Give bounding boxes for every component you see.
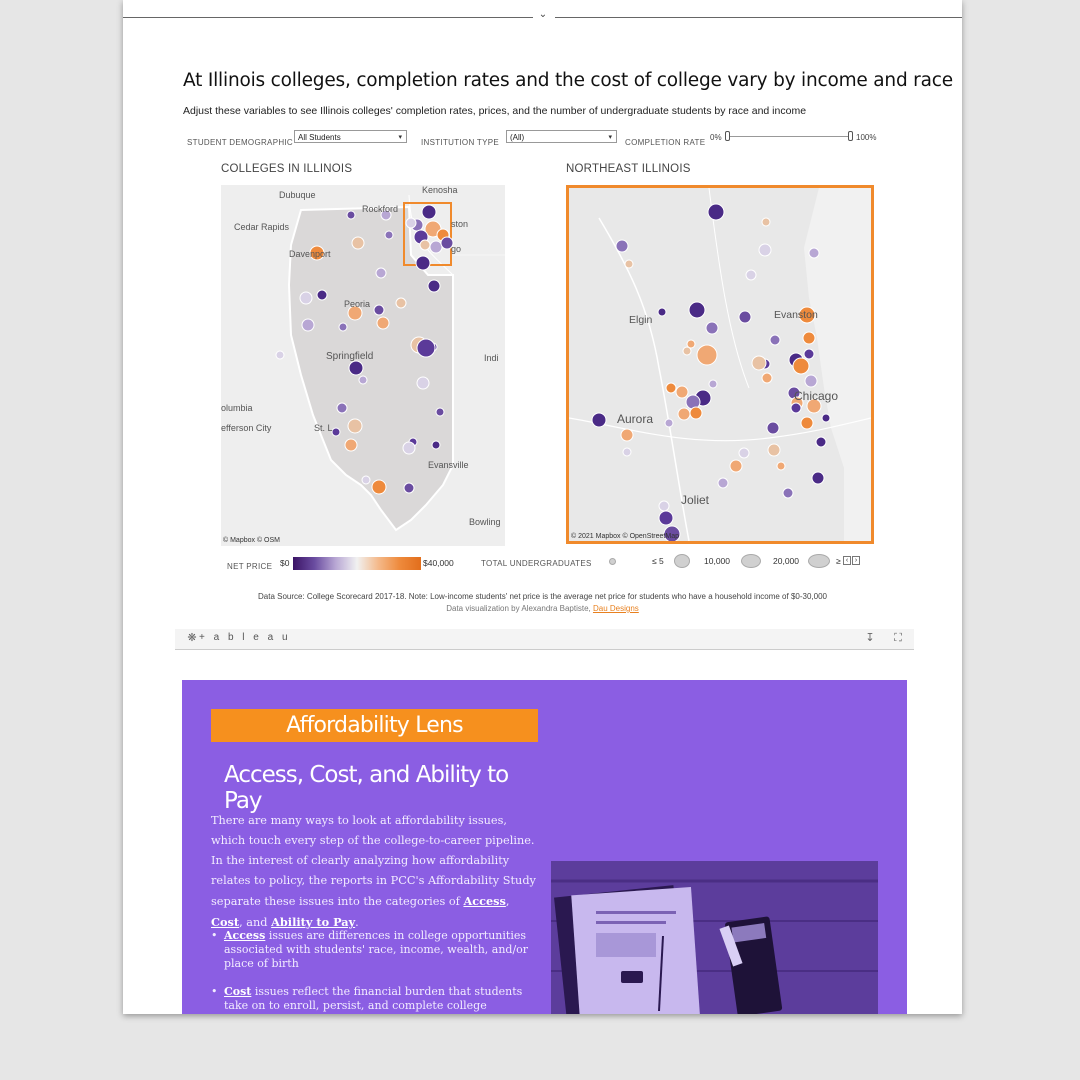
tableau-logo-icon: ❋ [187, 632, 197, 644]
college-marker[interactable] [396, 298, 406, 308]
map-place-label: Aurora [617, 412, 654, 426]
chevron-down-icon[interactable]: ⌄ [538, 9, 548, 20]
map-place-label: Kenosha [422, 185, 458, 195]
size-legend-circle [741, 554, 761, 568]
college-marker[interactable] [436, 408, 444, 416]
college-marker[interactable] [345, 439, 357, 451]
college-marker[interactable] [805, 375, 817, 387]
map-place-label: Rockford [362, 204, 399, 214]
college-marker[interactable] [812, 472, 824, 484]
desk-photo-svg [551, 861, 878, 1014]
college-marker[interactable] [416, 256, 430, 270]
college-marker[interactable] [809, 248, 819, 258]
net-price-min: $0 [280, 558, 290, 568]
college-marker[interactable] [762, 218, 770, 226]
size-legend-label: ≥ [836, 556, 841, 566]
college-marker[interactable] [359, 376, 367, 384]
section-heading: Access, Cost, and Ability to Pay [224, 762, 509, 814]
college-marker[interactable] [374, 305, 384, 315]
college-marker[interactable] [739, 448, 749, 458]
map-left-title: COLLEGES IN ILLINOIS [221, 163, 353, 175]
total-undergrad-label: TOTAL UNDERGRADUATES [481, 559, 592, 568]
college-marker[interactable] [730, 460, 742, 472]
college-marker[interactable] [822, 414, 830, 422]
dau-designs-link[interactable]: Dau Designs [592, 604, 639, 613]
college-marker[interactable] [697, 345, 717, 365]
map-place-label: Davenport [289, 249, 331, 259]
map-place-label: Indi [484, 353, 499, 363]
bullet-cost-text: issues reflect the financial burden that students take on to enroll, persist, and complete college [224, 985, 523, 1012]
map-place-label: St. L [314, 423, 333, 433]
college-marker[interactable] [377, 317, 389, 329]
download-icon[interactable]: ↧ [865, 632, 875, 644]
college-marker[interactable] [801, 417, 813, 429]
college-marker[interactable] [349, 361, 363, 375]
northeast-illinois-map[interactable] [566, 185, 874, 544]
college-marker[interactable] [752, 356, 766, 370]
source-note: Data Source: College Scorecard 2017-18. Note: Low-income students' net price is the average net price for students who have a household income of $0-30,000 [258, 592, 827, 601]
college-marker[interactable] [621, 429, 633, 441]
college-marker[interactable] [683, 347, 691, 355]
map-place-label: Elgin [629, 314, 653, 326]
divider-left [123, 17, 533, 18]
college-marker[interactable] [665, 419, 673, 427]
map-place-label: Dubuque [279, 190, 316, 200]
map-place-label: Joliet [681, 493, 710, 507]
size-legend-circle [674, 554, 690, 568]
completion-rate-max-handle[interactable] [848, 131, 853, 141]
college-marker[interactable] [678, 408, 690, 420]
college-marker[interactable] [706, 322, 718, 334]
college-marker[interactable] [759, 244, 771, 256]
college-marker[interactable] [659, 511, 673, 525]
map-place-label: efferson City [221, 423, 272, 433]
intro-paragraph: There are many ways to look at affordability issues, which touch every step of the college-to-career pipeline. In the interest of clearly analyzing how affordability relates to policy, the reports in PCC's Affordability Study separate these issues into the categories of Access, Cost, and Ability to Pay. [211, 814, 536, 929]
college-marker[interactable] [432, 441, 440, 449]
bullet-dot-icon: • [211, 985, 218, 998]
legend-next-button[interactable]: › [852, 556, 860, 565]
college-marker[interactable] [791, 403, 801, 413]
affordability-lens-banner: Affordability Lens [211, 709, 538, 742]
bullet-access-text: issues are differences in college opportunities associated with students' race, income, wealth, and/or place of birth [224, 929, 529, 970]
completion-rate-label: COMPLETION RATE [625, 138, 706, 147]
size-legend-circle [808, 554, 830, 568]
student-demographic-label: STUDENT DEMOGRAPHIC [187, 138, 294, 147]
college-marker[interactable] [770, 335, 780, 345]
institution-type-select[interactable] [506, 130, 617, 143]
net-price-max: $40,000 [423, 558, 454, 568]
college-marker[interactable] [362, 476, 370, 484]
college-marker[interactable] [777, 462, 785, 470]
northeast-map-svg [569, 188, 871, 541]
college-marker[interactable] [352, 237, 364, 249]
college-marker[interactable] [658, 308, 666, 316]
bullet-cost [211, 985, 544, 1013]
college-marker[interactable] [406, 218, 416, 228]
college-marker[interactable] [300, 292, 312, 304]
tableau-toolbar [175, 629, 914, 650]
legend-prev-button[interactable]: ‹ [843, 556, 851, 565]
college-marker[interactable] [417, 339, 435, 357]
map-attribution[interactable]: © 2021 Mapbox © OpenStreetMap [571, 533, 679, 540]
college-marker[interactable] [718, 478, 728, 488]
credit-text: Data visualization by Alexandra Baptiste, [446, 604, 593, 613]
college-marker[interactable] [385, 231, 393, 239]
completion-rate-min-handle[interactable] [725, 131, 730, 141]
map-place-label: ston [451, 219, 469, 229]
college-marker[interactable] [337, 403, 347, 413]
map-place-label: go [451, 244, 462, 254]
map-place-label: Evanston [774, 309, 818, 321]
college-marker[interactable] [816, 437, 826, 447]
college-marker[interactable] [420, 240, 430, 250]
illinois-map[interactable] [221, 185, 505, 546]
college-marker[interactable] [803, 332, 815, 344]
college-marker[interactable] [783, 488, 793, 498]
dashboard-title: At Illinois colleges, completion rates and the cost of college vary by income and race [183, 70, 953, 91]
para-end: . [355, 916, 359, 929]
net-price-color-scale [293, 557, 421, 570]
completion-rate-slider-track[interactable] [729, 136, 853, 137]
net-price-label: NET PRICE [227, 562, 273, 571]
college-marker[interactable] [708, 204, 724, 220]
cost-link[interactable]: Cost [211, 915, 240, 929]
college-marker[interactable] [623, 448, 631, 456]
dropdown-arrow-icon: ▾ [398, 134, 402, 141]
college-marker[interactable] [332, 428, 340, 436]
college-marker[interactable] [676, 386, 688, 398]
college-marker[interactable] [404, 483, 414, 493]
page-card [123, 0, 962, 1014]
map-place-label: Bowling [469, 517, 501, 527]
completion-rate-max: 100% [856, 133, 877, 142]
college-marker[interactable] [762, 373, 772, 383]
college-marker[interactable] [348, 419, 362, 433]
illinois-map-svg [221, 185, 505, 546]
college-marker[interactable] [317, 290, 327, 300]
college-marker[interactable] [690, 407, 702, 419]
college-marker[interactable] [709, 380, 717, 388]
college-marker[interactable] [739, 311, 751, 323]
map-place-label: Evansville [428, 460, 469, 470]
bullet-cost-link[interactable]: Cost [224, 985, 252, 998]
size-legend-label: ≤ 5 [652, 556, 664, 566]
institution-type-value: (All) [510, 133, 525, 142]
college-marker[interactable] [430, 241, 442, 253]
college-marker[interactable] [428, 280, 440, 292]
para-text: There are many ways to look at affordability issues, which touch every step of the college-to-career pipeline. In the interest of clearly analyzing how affordability relates to policy, the reports in PCC's Affordability Study separate these issues into the categories of [211, 814, 536, 908]
college-marker[interactable] [372, 480, 386, 494]
college-marker[interactable] [746, 270, 756, 280]
college-marker[interactable] [616, 240, 628, 252]
size-legend-label: 20,000 [773, 556, 799, 566]
college-marker[interactable] [422, 205, 436, 219]
college-marker[interactable] [403, 442, 415, 454]
map-place-label: Peoria [344, 299, 371, 309]
desk-photo [551, 861, 878, 1014]
bullet-access-link[interactable]: Access [224, 929, 266, 942]
college-marker[interactable] [339, 323, 347, 331]
college-marker[interactable] [767, 422, 779, 434]
institution-type-label: INSTITUTION TYPE [421, 138, 499, 147]
size-legend-label: 10,000 [704, 556, 730, 566]
college-marker[interactable] [793, 358, 809, 374]
student-demographic-value: All Students [298, 133, 341, 142]
college-marker[interactable] [302, 319, 314, 331]
college-marker[interactable] [666, 383, 676, 393]
college-marker[interactable] [347, 211, 355, 219]
dropdown-arrow-icon: ▾ [608, 134, 612, 141]
bullet-access [211, 929, 544, 971]
map-place-label: Cedar Rapids [234, 222, 290, 232]
dashboard-subtitle: Adjust these variables to see Illinois colleges' completion rates, prices, and the number of undergraduate students by race and income [183, 105, 807, 117]
college-marker[interactable] [804, 349, 814, 359]
college-marker[interactable] [689, 302, 705, 318]
map-attribution[interactable]: © Mapbox © OSM [223, 537, 280, 544]
credit-line [123, 604, 962, 613]
divider-right [555, 17, 962, 18]
college-marker[interactable] [625, 260, 633, 268]
para-and: , and [239, 916, 272, 929]
college-marker[interactable] [276, 351, 284, 359]
tableau-logo[interactable]: + a b l e a u [199, 632, 291, 643]
college-marker[interactable] [417, 377, 429, 389]
map-place-label: Chicago [794, 389, 839, 403]
access-link[interactable]: Access [463, 894, 506, 908]
college-marker[interactable] [376, 268, 386, 278]
student-demographic-select[interactable] [294, 130, 407, 143]
college-marker[interactable] [659, 501, 669, 511]
size-legend-circle [609, 558, 616, 565]
college-marker[interactable] [592, 413, 606, 427]
map-place-label: olumbia [221, 403, 253, 413]
completion-rate-min: 0% [710, 133, 722, 142]
ability-to-pay-link[interactable]: Ability to Pay [271, 915, 356, 929]
college-marker[interactable] [768, 444, 780, 456]
map-place-label: Springfield [326, 351, 374, 362]
fullscreen-icon[interactable]: ⛶ [894, 632, 902, 644]
affordability-section [182, 680, 907, 1014]
map-right-title: NORTHEAST ILLINOIS [566, 163, 691, 175]
bullet-dot-icon: • [211, 929, 218, 942]
